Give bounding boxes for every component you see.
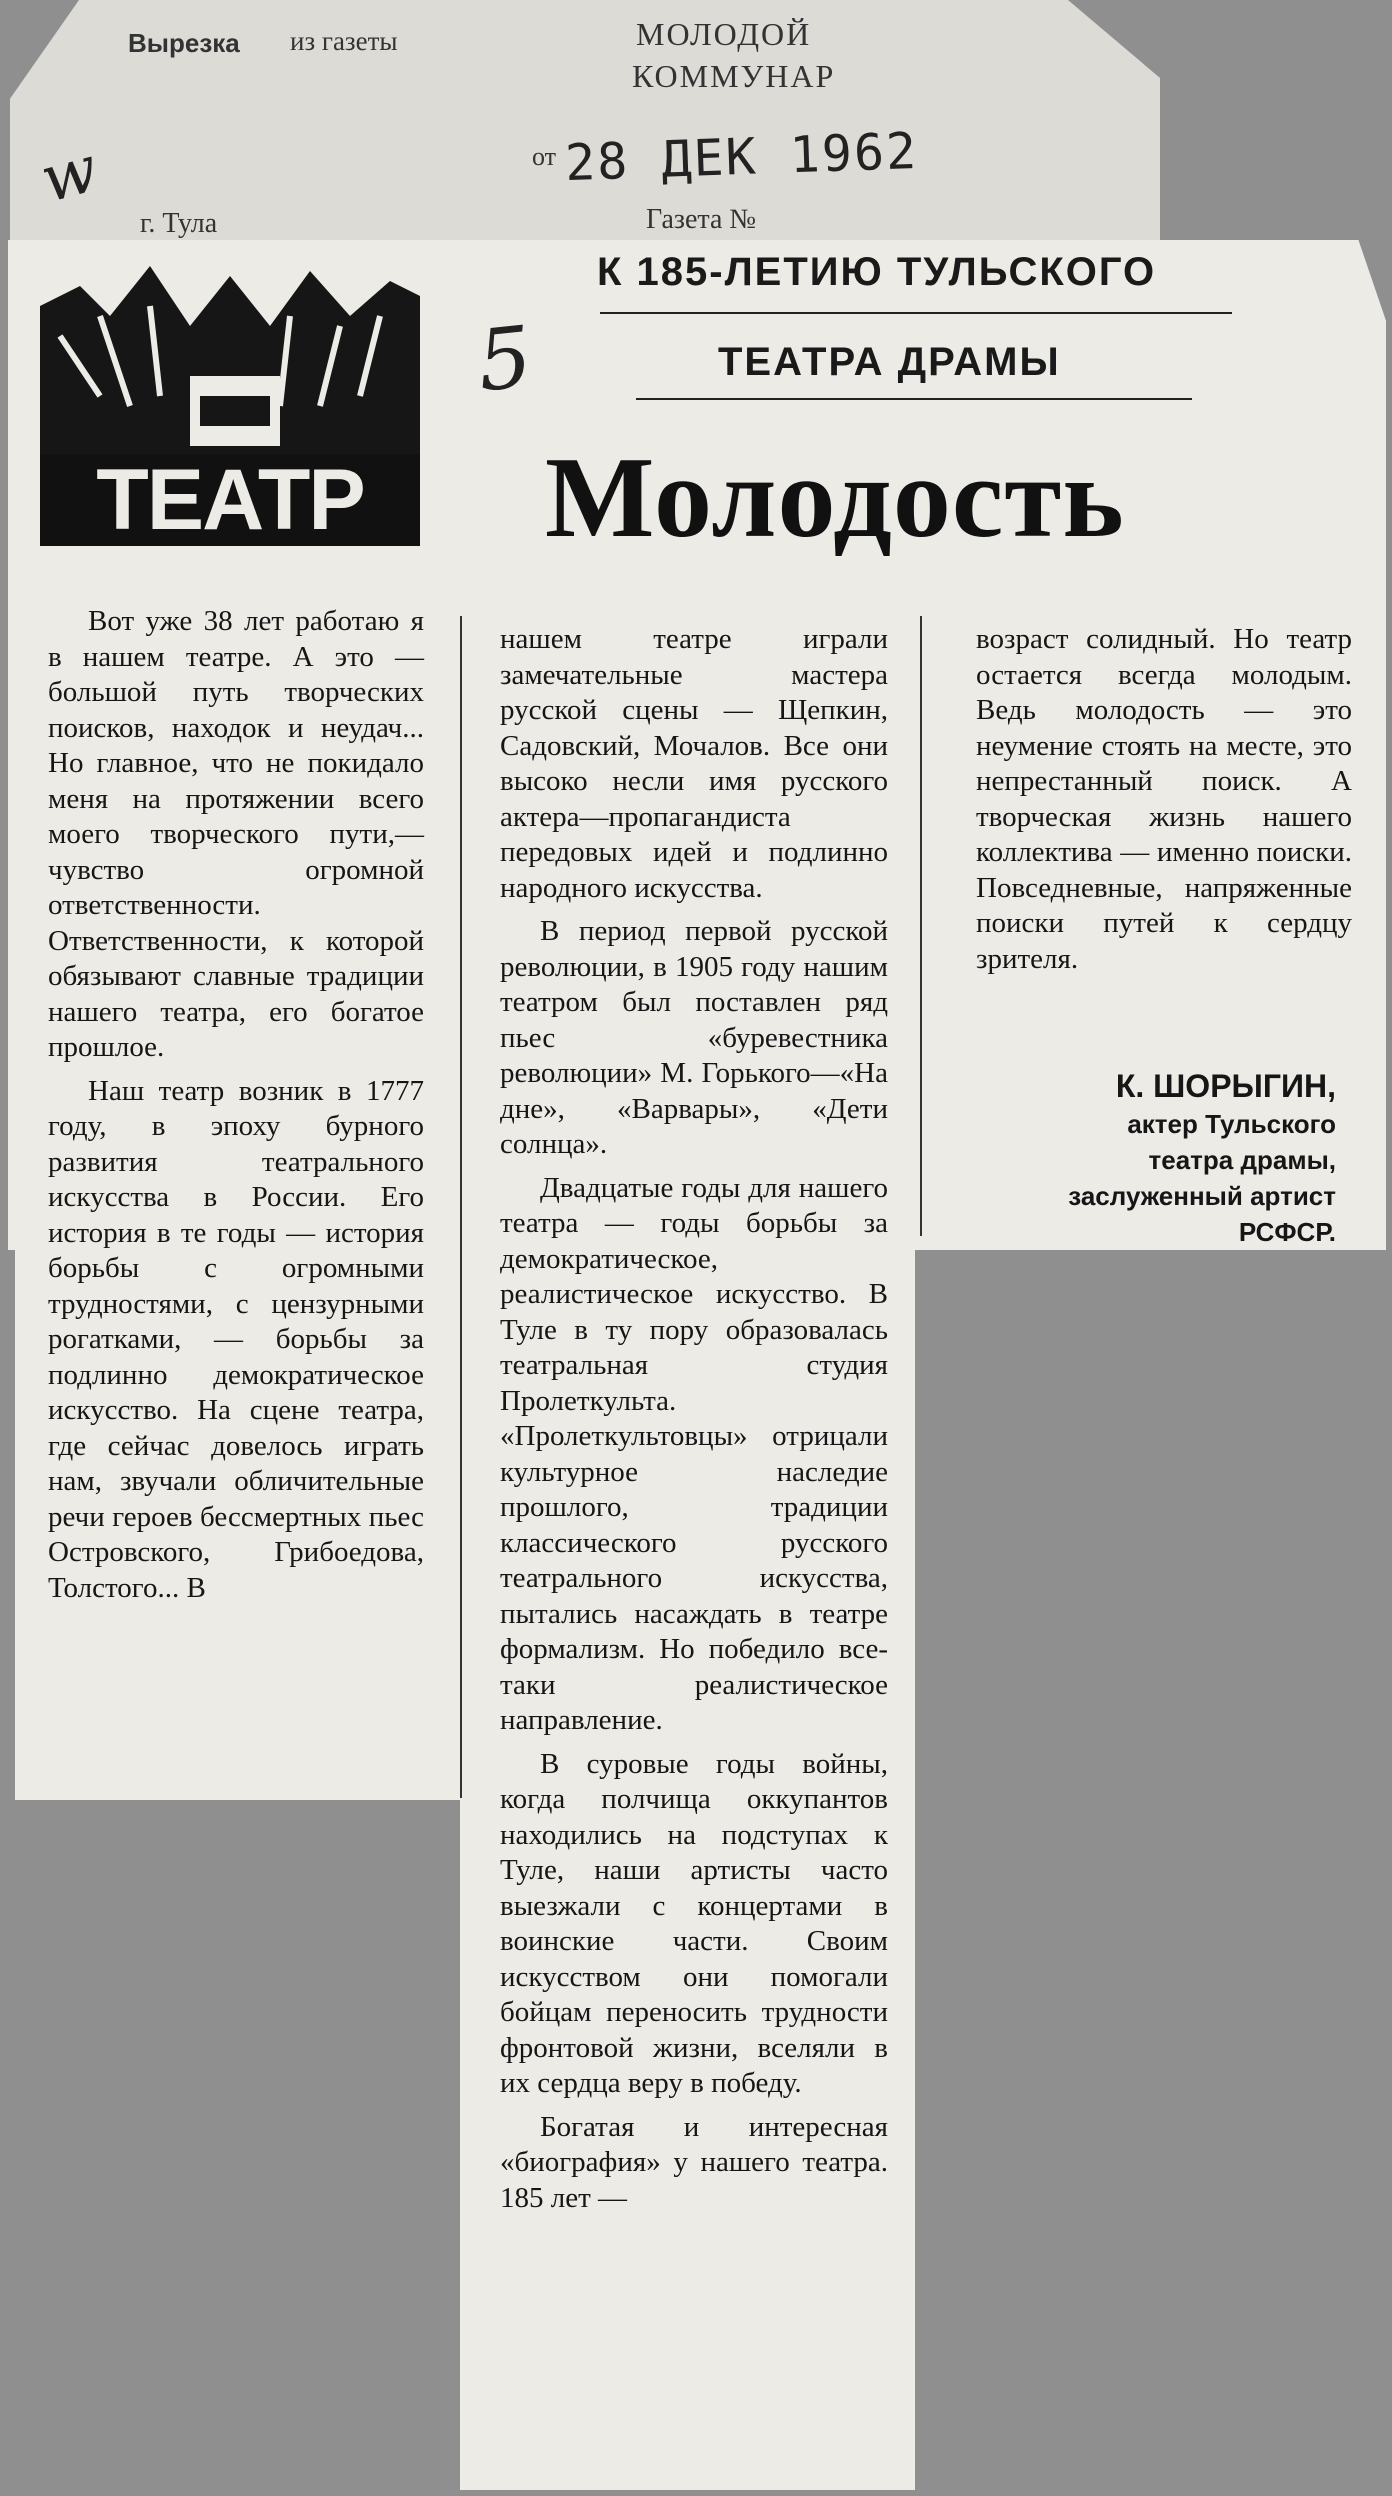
logo-word: ТЕАТР xyxy=(40,454,420,546)
article-headline: Молодость xyxy=(545,434,1125,562)
rubric-line1: К 185-ЛЕТИЮ ТУЛЬСКОГО xyxy=(597,250,1157,294)
column3-paragraph-1: возраст солидный. Но театр остается всегда молодым. Ведь молодость — это неумение стоять на месте, это непрестанный поиск. А творческая жизнь нашего коллектива — именно поиски. Повседневные, напряженные поиски путей к сердцу зрителя. xyxy=(976,623,1352,975)
handwritten-number: 5 xyxy=(473,307,537,411)
column2-paragraph-1: нашем театре играли замечательные мастера русской сцены — Щепкин, Садовский, Мочалов. Все они высоко несли имя русского актера—пропагандиста передовых идей и подлинно народного искусства. xyxy=(500,623,888,904)
column2-paragraph-5: Богатая и интересная «биография» у нашего театра. 185 лет — xyxy=(500,2110,888,2214)
article-column-3 xyxy=(976,622,1352,985)
column2-paragraph-4: В суровые годы войны, когда полчища оккупантов находились на подступах к Туле, наши артисты часто выезжали с концертами в воинские части. Своим искусством они помогали бойцам переносить трудности фронтовой жизни, вселяли в их сердца веру в победу. xyxy=(500,1747,888,2099)
date-prefix: от xyxy=(532,142,557,171)
column2-paragraph-2: В период первой русской революции, в 1905 году нашим театром был поставлен ряд пьес «буревестника революции» М. Горького—«На дне», «Варвары», «Дети солнца». xyxy=(500,915,888,1160)
column1-paragraph-2: Наш театр возник в 1777 году, в эпоху бурного развития театрального искусства в России. Его история в те годы — история борьбы с огромными трудностями, с цензурными рогатками, — борьбы за подлинно демократическое искусство. На сцене театра, где сейчас довелось играть нам, звучали обличительные речи героев бессмертных пьес Островского, Грибоедова, Толстого... В xyxy=(48,1074,424,1604)
article-column-2 xyxy=(500,622,888,2224)
issue-number-label: Газета № xyxy=(646,204,757,235)
author-signature xyxy=(936,1066,1336,1250)
city-label: г. Тула xyxy=(140,208,218,239)
clipping-label: Вырезка xyxy=(128,28,240,58)
article-column-1 xyxy=(48,604,424,1614)
column-divider-2 xyxy=(920,616,922,1236)
theatre-logo xyxy=(40,256,420,546)
rubric-rule-top xyxy=(600,312,1232,314)
column-divider-1 xyxy=(460,616,462,1798)
author-title-line3: заслуженный артист xyxy=(1068,1181,1336,1211)
handwritten-mark: w xyxy=(33,132,106,218)
column2-paragraph-3: Двадцатые годы для нашего театра — годы борьбы за демократическое, реалистическое искусство. В Туле в ту пору образовалась театральная студия Пролеткульта. «Пролеткультовцы» отрицали культурное наследие прошлого, традиции классического русского театрального искусства, пытались насаждать в театре формализм. Но победило все-таки реалистическое направление. xyxy=(500,1171,888,1736)
newspaper-name-line1: МОЛОДОЙ xyxy=(636,16,812,52)
author-title-line4: РСФСР. xyxy=(1238,1217,1336,1247)
rubric-rule-bottom xyxy=(636,398,1192,400)
rubric-line2: ТЕАТРА ДРАМЫ xyxy=(718,340,1061,384)
clipping-from-label: из газеты xyxy=(290,26,398,56)
author-title-line1: актер Тульского xyxy=(1127,1109,1336,1139)
author-title-line2: театра драмы, xyxy=(1148,1145,1336,1175)
author-name: К. ШОРЫГИН, xyxy=(1115,1068,1336,1104)
newspaper-name-line2: КОММУНАР xyxy=(632,58,836,94)
date-stamp: 28 ДЕК 1962 xyxy=(564,121,920,193)
theatre-scene-illustration xyxy=(40,256,420,466)
column1-paragraph-1: Вот уже 38 лет работаю я в нашем театре. А это — большой путь творческих поисков, находок и неудач... Но главное, что не покидало меня на протяжении всего моего творческого пути,—чувство огромной ответственности. Ответственности, к которой обязывают славные традиции нашего театра, его богатое прошлое. xyxy=(48,605,424,1063)
